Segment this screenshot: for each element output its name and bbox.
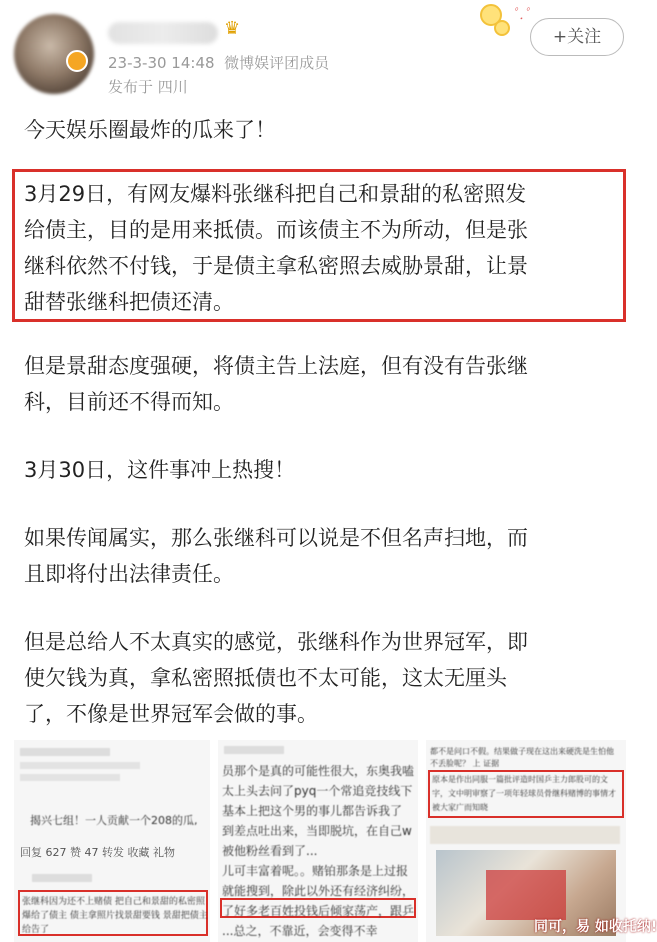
- thumb-text-line: 基本上把这个男的事儿都告诉我了: [222, 804, 403, 818]
- post-paragraph-4: 3月30日，这件事冲上热搜！: [24, 458, 296, 482]
- thumb-text-line: 了好多老百姓投钱后倾家荡产，跟乒: [222, 904, 415, 918]
- text-line: 给债主，目的是用来抵债。而该债主不为所动，但是张: [24, 218, 528, 242]
- image-grid: [14, 740, 657, 942]
- text-line: 如果传闻属实，那么张继科可以说是不但名声扫地，而: [24, 526, 528, 550]
- username-blurred[interactable]: [108, 22, 218, 44]
- post-header: [0, 0, 640, 100]
- post-meta: [108, 52, 329, 73]
- image-thumbnail-2[interactable]: [218, 740, 418, 942]
- post-location: 发布于 四川: [108, 78, 188, 96]
- text-line: 科，目前还不得而知。: [24, 390, 234, 414]
- thumb-text-line: 被他粉丝看到了...: [222, 844, 318, 858]
- text-line: 但是景甜态度强硬，将债主告上法庭，但有没有告张继: [24, 354, 528, 378]
- thumb-box-line: 字，文中明审察了一项年轻球员骨继科赌博的事情才: [432, 789, 616, 798]
- image-thumbnail-1[interactable]: [14, 740, 210, 942]
- thumb-text-line: 都不是问口不假。结果做子现在这出来硬洗是生怕他: [430, 747, 614, 756]
- thumb-quote-line: 给告了: [22, 925, 50, 935]
- vip-crown-icon: ♛: [224, 18, 241, 39]
- thumb-box-line: 原本是作出同服一篇批评造时国乒主力郎股可的文: [432, 775, 608, 784]
- post-paragraph-3: [24, 348, 624, 420]
- thumb-text-line: 到差点吐出来，当即脱坑，在自己w: [222, 824, 412, 838]
- thumb-text-line: 员那个是真的可能性很大，东奥我嗑: [222, 764, 415, 778]
- text-line: 使欠钱为真，拿私密照抵债也不太可能，这太无厘头: [24, 666, 507, 690]
- newspaper-photo-figure: [486, 870, 566, 920]
- thumb-text-line: 儿可丰富着呢。。赌铂那条是上过报: [222, 864, 409, 878]
- text-line: 了，不像是世界冠军会做的事。: [24, 702, 318, 726]
- thumb-quote-line: 张继科因为还不上赌债 把自己和景甜的私密照: [22, 897, 205, 907]
- thumb-headline: 揭兴七组！一人贡献一个208的瓜,: [30, 814, 198, 827]
- sticker-text: ﾟ.ﾟ: [512, 7, 531, 23]
- post-paragraph-2: [24, 176, 624, 320]
- post-timestamp: 23-3-30 14:48: [108, 54, 215, 72]
- post-paragraph-6: [24, 624, 624, 732]
- thumb-text-line: ...总之，不靠近，会变得不幸: [222, 924, 378, 938]
- thumb-text-line: 太上头去问了pyq一个常追竞技线下: [222, 784, 413, 798]
- post-paragraph-5: [24, 520, 624, 592]
- comment-tabs: 回复 627 赞 47 转发 收藏 礼物: [20, 846, 175, 859]
- text-line: 且即将付出法律责任。: [24, 562, 234, 586]
- thumb-quote-line: 爆给了债主 债主拿照片找景甜要钱 景甜把债主: [22, 911, 208, 921]
- text-line: 3月29日，有网友爆料张继科把自己和景甜的私密照发: [24, 182, 527, 206]
- verified-badge-icon: [66, 50, 88, 72]
- image-thumbnail-3[interactable]: [426, 740, 657, 942]
- text-line: 甜替张继科把债还清。: [24, 290, 234, 314]
- follow-button[interactable]: +关注: [530, 18, 624, 56]
- newspaper-headline: 同可，易 如收托纳!: [534, 919, 657, 935]
- flower-icon: [494, 20, 510, 36]
- thumb-text-line: 不丢脸呢？ 上 证据: [430, 759, 500, 768]
- text-line: 继科依然不付钱，于是债主拿私密照去威胁景甜，让景: [24, 254, 528, 278]
- text-line: 但是总给人不太真实的感觉，张继科作为世界冠军，即: [24, 630, 528, 654]
- member-tag: 微博娱评团成员: [224, 54, 330, 72]
- thumb-text-line: 就能搜到，除此以外还有经济纠纷，: [222, 884, 415, 898]
- thumb-box-line: 被大家广而知晓: [432, 803, 488, 812]
- post-paragraph-1: 今天娱乐圈最炸的瓜来了！: [24, 118, 276, 142]
